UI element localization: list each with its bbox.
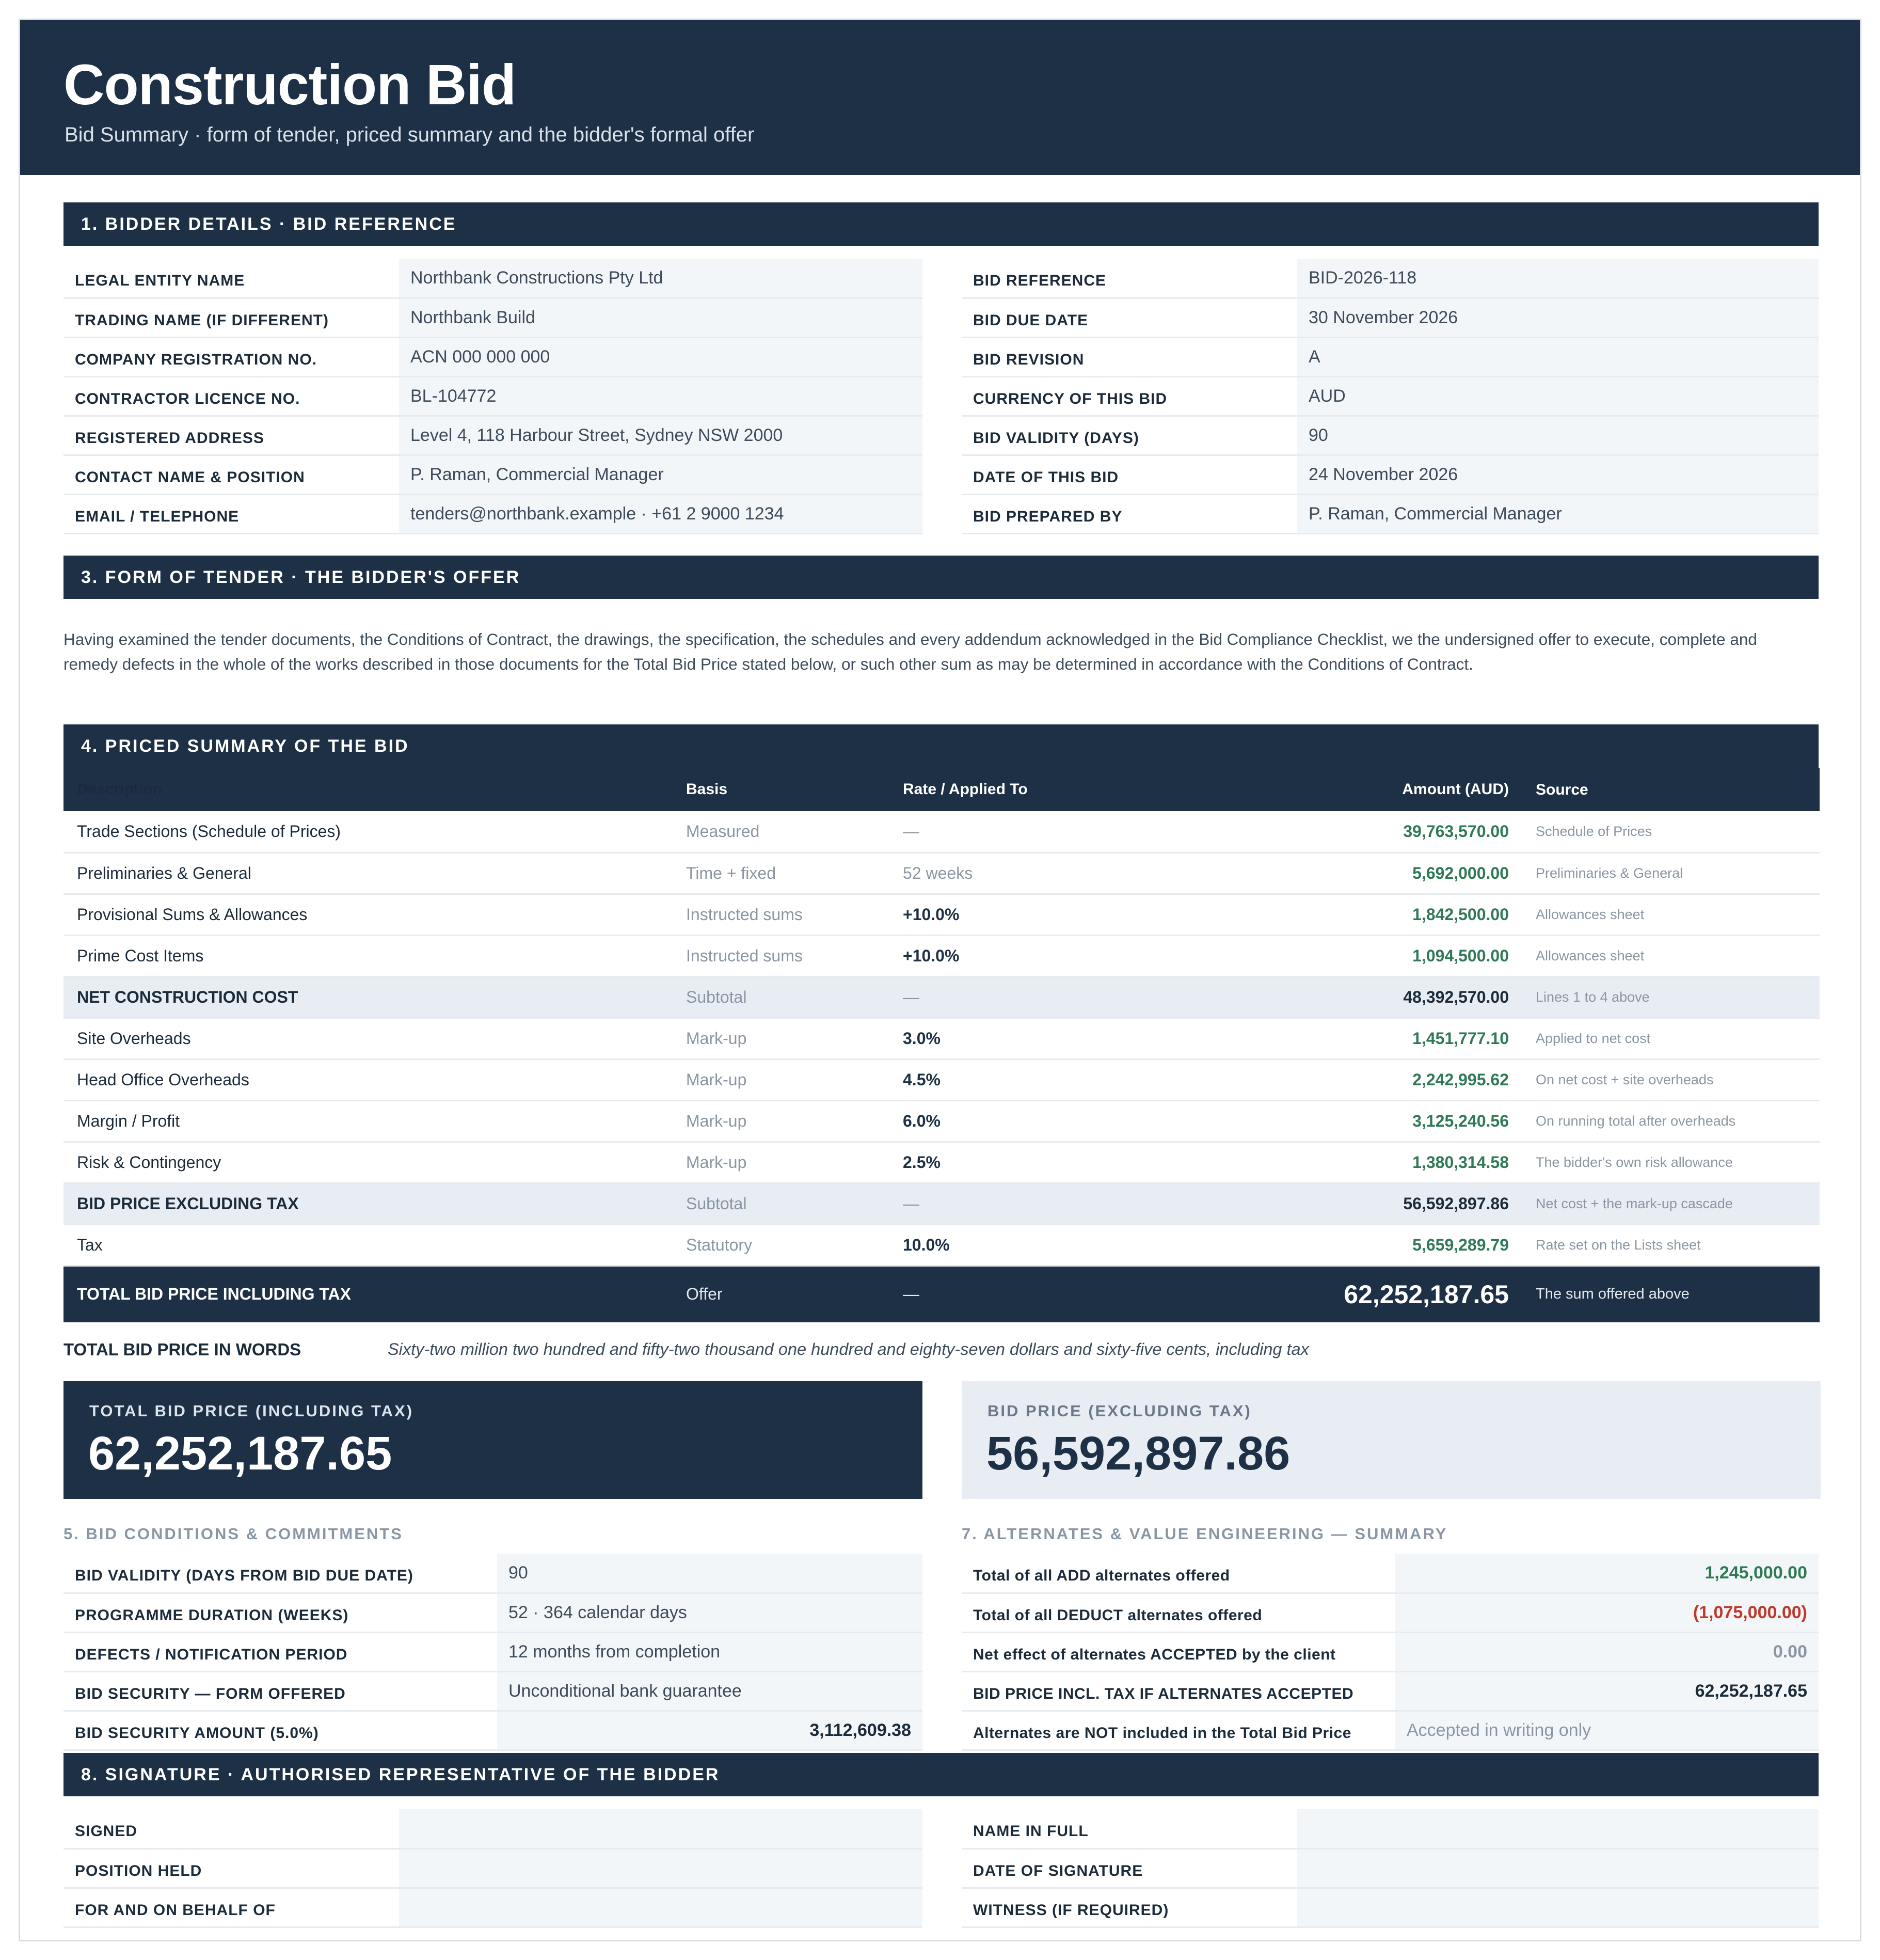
row-description: Risk & Contingency	[63, 1142, 686, 1183]
reference-label: DATE OF THIS BID	[962, 455, 1297, 494]
column-header-basis: Basis	[686, 768, 903, 811]
row-amount: 1,094,500.00	[1233, 935, 1522, 976]
row-basis: Instructed sums	[686, 935, 903, 976]
row-rate: 52 weeks	[903, 852, 1233, 894]
signature-row	[962, 1888, 1819, 1927]
reference-value: A	[1297, 337, 1819, 376]
reference-value: 24 November 2026	[1297, 455, 1819, 494]
alternate-value: Accepted in writing only	[1395, 1711, 1819, 1750]
total-incl-tax-card	[63, 1381, 922, 1499]
reference-row	[962, 298, 1819, 337]
table-row	[63, 935, 1820, 976]
signature-table-right	[962, 1809, 1819, 1928]
table-row	[63, 1059, 1820, 1100]
signature-label: SIGNED	[63, 1809, 399, 1848]
row-basis: Mark-up	[686, 1142, 903, 1183]
total-in-words-text: Sixty-two million two hundred and fifty-two thousand one hundred and eighty-seven dollars and sixty-five cents, including tax	[388, 1340, 1309, 1358]
reference-row	[962, 416, 1819, 455]
table-row	[63, 1224, 1820, 1266]
bid-reference-table	[962, 259, 1819, 534]
detail-row	[63, 455, 922, 494]
page-header	[20, 20, 1860, 175]
detail-value: BL-104772	[399, 376, 922, 416]
condition-label: DEFECTS / NOTIFICATION PERIOD	[63, 1632, 497, 1671]
reference-row	[962, 494, 1819, 533]
alternate-row	[962, 1711, 1819, 1750]
signature-label: POSITION HELD	[63, 1848, 399, 1888]
row-basis: Subtotal	[686, 1183, 903, 1224]
condition-label: PROGRAMME DURATION (WEEKS)	[63, 1593, 497, 1632]
reference-label: CURRENCY OF THIS BID	[962, 376, 1297, 416]
subtotal-row	[63, 1183, 1820, 1224]
table-row	[63, 1100, 1820, 1142]
condition-value: 12 months from completion	[497, 1632, 922, 1671]
page-title: Construction Bid	[63, 53, 516, 117]
signature-table-left	[63, 1809, 922, 1928]
total-excl-tax-value: 56,592,897.86	[986, 1427, 1290, 1480]
row-basis: Mark-up	[686, 1100, 903, 1142]
column-header-amount: Amount (AUD)	[1233, 768, 1522, 811]
table-row	[63, 894, 1820, 935]
bid-summary-page	[19, 19, 1861, 1941]
alternate-value: 1,245,000.00	[1395, 1554, 1819, 1593]
row-amount: 48,392,570.00	[1233, 976, 1522, 1018]
alternate-label: Alternates are NOT included in the Total Bid Price	[962, 1711, 1395, 1750]
condition-value: 3,112,609.38	[497, 1711, 922, 1750]
alternate-row	[962, 1593, 1819, 1632]
row-description: Provisional Sums & Allowances	[63, 894, 686, 935]
reference-row	[962, 376, 1819, 416]
row-source: Lines 1 to 4 above	[1522, 976, 1820, 1018]
alternate-value: (1,075,000.00)	[1395, 1593, 1819, 1632]
row-rate: 6.0%	[903, 1100, 1233, 1142]
reference-row	[962, 455, 1819, 494]
condition-row	[63, 1632, 922, 1671]
detail-value: P. Raman, Commercial Manager	[399, 455, 922, 494]
row-rate: 3.0%	[903, 1018, 1233, 1059]
condition-value: Unconditional bank guarantee	[497, 1671, 922, 1711]
row-rate: +10.0%	[903, 894, 1233, 935]
row-rate: 10.0%	[903, 1224, 1233, 1266]
detail-value: tenders@northbank.example · +61 2 9000 1234	[399, 494, 922, 533]
row-rate: —	[903, 976, 1233, 1018]
signature-row	[63, 1809, 922, 1848]
row-rate: +10.0%	[903, 935, 1233, 976]
signature-row	[63, 1888, 922, 1927]
total-excl-tax-card	[962, 1381, 1821, 1499]
condition-value: 52 · 364 calendar days	[497, 1593, 922, 1632]
row-description: Margin / Profit	[63, 1100, 686, 1142]
row-rate: 2.5%	[903, 1142, 1233, 1183]
row-source: Net cost + the mark-up cascade	[1522, 1183, 1820, 1224]
row-rate: —	[903, 1183, 1233, 1224]
detail-value: Northbank Build	[399, 298, 922, 337]
detail-value: ACN 000 000 000	[399, 337, 922, 376]
reference-label: BID PREPARED BY	[962, 494, 1297, 533]
alternate-label: Total of all ADD alternates offered	[962, 1554, 1395, 1593]
row-amount: 1,842,500.00	[1233, 894, 1522, 935]
condition-label: BID SECURITY — FORM OFFERED	[63, 1671, 497, 1711]
alternate-label: Net effect of alternates ACCEPTED by the client	[962, 1632, 1395, 1671]
section-1-heading: 1. BIDDER DETAILS · BID REFERENCE	[63, 202, 1819, 246]
total-amount: 62,252,187.65	[1233, 1266, 1522, 1322]
detail-label: CONTRACTOR LICENCE NO.	[63, 376, 399, 416]
form-of-tender-text: Having examined the tender documents, the Conditions of Contract, the drawings, the specification, the schedules and every addendum acknowledged in the Bid Compliance Checklist, we the undersigned offer to execute, complete and remedy defects in the whole of the works described in those documents for the Total Bid Price stated below, or such other sum as may be determined in accordance with the Conditions of Contract.	[63, 630, 1757, 673]
detail-row	[63, 259, 922, 298]
signature-field[interactable]	[399, 1848, 922, 1888]
alternate-row	[962, 1671, 1819, 1711]
alternate-row	[962, 1554, 1819, 1593]
signature-field[interactable]	[1297, 1888, 1819, 1927]
row-rate: —	[903, 811, 1233, 852]
alternate-label: BID PRICE INCL. TAX IF ALTERNATES ACCEPTED	[962, 1671, 1395, 1711]
row-amount: 3,125,240.56	[1233, 1100, 1522, 1142]
reference-row	[962, 259, 1819, 298]
row-amount: 56,592,897.86	[1233, 1183, 1522, 1224]
reference-value: P. Raman, Commercial Manager	[1297, 494, 1819, 533]
signature-label: NAME IN FULL	[962, 1809, 1297, 1848]
total-source: The sum offered above	[1522, 1266, 1820, 1322]
row-description: Site Overheads	[63, 1018, 686, 1059]
signature-label: WITNESS (IF REQUIRED)	[962, 1888, 1297, 1927]
reference-label: BID DUE DATE	[962, 298, 1297, 337]
detail-row	[63, 337, 922, 376]
row-source: Rate set on the Lists sheet	[1522, 1224, 1820, 1266]
detail-label: TRADING NAME (IF DIFFERENT)	[63, 298, 399, 337]
subtotal-row	[63, 976, 1820, 1018]
reference-row	[962, 337, 1819, 376]
reference-label: BID REFERENCE	[962, 259, 1297, 298]
row-basis: Measured	[686, 811, 903, 852]
row-source: Allowances sheet	[1522, 894, 1820, 935]
row-amount: 2,242,995.62	[1233, 1059, 1522, 1100]
detail-value: Level 4, 118 Harbour Street, Sydney NSW 2000	[399, 416, 922, 455]
total-description: TOTAL BID PRICE INCLUDING TAX	[63, 1266, 686, 1322]
alternates-summary-table	[962, 1554, 1819, 1751]
section-4-heading: 4. PRICED SUMMARY OF THE BID	[63, 724, 1819, 768]
column-header-rate: Rate / Applied To	[903, 768, 1233, 811]
table-row	[63, 1018, 1820, 1059]
row-source: Schedule of Prices	[1522, 811, 1820, 852]
bidder-details-table	[63, 259, 922, 534]
row-rate: 4.5%	[903, 1059, 1233, 1100]
condition-row	[63, 1711, 922, 1750]
row-amount: 5,692,000.00	[1233, 852, 1522, 894]
signature-field[interactable]	[399, 1809, 922, 1848]
table-row	[63, 852, 1820, 894]
column-header-description: Description	[63, 768, 686, 811]
row-source: The bidder's own risk allowance	[1522, 1142, 1820, 1183]
table-row	[63, 811, 1820, 852]
detail-label: EMAIL / TELEPHONE	[63, 494, 399, 533]
alternate-label: Total of all DEDUCT alternates offered	[962, 1593, 1395, 1632]
detail-value: Northbank Constructions Pty Ltd	[399, 259, 922, 298]
signature-field[interactable]	[399, 1888, 922, 1927]
reference-value: 30 November 2026	[1297, 298, 1819, 337]
row-basis: Subtotal	[686, 976, 903, 1018]
row-basis: Time + fixed	[686, 852, 903, 894]
condition-label: BID SECURITY AMOUNT (5.0%)	[63, 1711, 497, 1750]
total-in-words-label: TOTAL BID PRICE IN WORDS	[63, 1340, 301, 1359]
alternate-row	[962, 1632, 1819, 1671]
total-incl-tax-label: TOTAL BID PRICE (INCLUDING TAX)	[89, 1402, 414, 1420]
row-description: BID PRICE EXCLUDING TAX	[63, 1183, 686, 1224]
row-amount: 39,763,570.00	[1233, 811, 1522, 852]
section-3-heading: 3. FORM OF TENDER · THE BIDDER'S OFFER	[63, 556, 1819, 599]
detail-label: CONTACT NAME & POSITION	[63, 455, 399, 494]
signature-row	[962, 1848, 1819, 1888]
column-header-source: Source	[1522, 768, 1820, 811]
row-basis: Instructed sums	[686, 894, 903, 935]
bid-conditions-table	[63, 1554, 922, 1751]
reference-value: 90	[1297, 416, 1819, 455]
row-basis: Statutory	[686, 1224, 903, 1266]
row-source: Allowances sheet	[1522, 935, 1820, 976]
signature-row	[63, 1848, 922, 1888]
row-amount: 1,451,777.10	[1233, 1018, 1522, 1059]
signature-row	[962, 1809, 1819, 1848]
row-description: Tax	[63, 1224, 686, 1266]
detail-row	[63, 376, 922, 416]
section-7-heading: 7. ALTERNATES & VALUE ENGINEERING — SUMMARY	[962, 1525, 1448, 1543]
table-row	[63, 1142, 1820, 1183]
detail-row	[63, 416, 922, 455]
detail-row	[63, 494, 922, 533]
section-8-heading: 8. SIGNATURE · AUTHORISED REPRESENTATIVE OF THE BIDDER	[63, 1753, 1819, 1796]
table-header-row	[63, 768, 1820, 811]
row-source: Applied to net cost	[1522, 1018, 1820, 1059]
signature-label: FOR AND ON BEHALF OF	[63, 1888, 399, 1927]
row-source: Preliminaries & General	[1522, 852, 1820, 894]
detail-label: REGISTERED ADDRESS	[63, 416, 399, 455]
reference-value: BID-2026-118	[1297, 259, 1819, 298]
condition-row	[63, 1593, 922, 1632]
condition-row	[63, 1671, 922, 1711]
total-basis: Offer	[686, 1266, 903, 1322]
condition-row	[63, 1554, 922, 1593]
row-amount: 1,380,314.58	[1233, 1142, 1522, 1183]
signature-field[interactable]	[1297, 1809, 1819, 1848]
signature-label: DATE OF SIGNATURE	[962, 1848, 1297, 1888]
total-excl-tax-label: BID PRICE (EXCLUDING TAX)	[987, 1402, 1252, 1420]
signature-field[interactable]	[1297, 1848, 1819, 1888]
reference-label: BID REVISION	[962, 337, 1297, 376]
alternate-value: 62,252,187.65	[1395, 1671, 1819, 1711]
row-description: Trade Sections (Schedule of Prices)	[63, 811, 686, 852]
total-row	[63, 1266, 1820, 1322]
row-basis: Mark-up	[686, 1059, 903, 1100]
row-description: Preliminaries & General	[63, 852, 686, 894]
detail-label: COMPANY REGISTRATION NO.	[63, 337, 399, 376]
total-rate: —	[903, 1266, 1233, 1322]
row-amount: 5,659,289.79	[1233, 1224, 1522, 1266]
row-source: On net cost + site overheads	[1522, 1059, 1820, 1100]
row-source: On running total after overheads	[1522, 1100, 1820, 1142]
priced-summary-table	[63, 768, 1820, 1322]
condition-value: 90	[497, 1554, 922, 1593]
detail-row	[63, 298, 922, 337]
reference-value: AUD	[1297, 376, 1819, 416]
alternate-value: 0.00	[1395, 1632, 1819, 1671]
total-incl-tax-value: 62,252,187.65	[88, 1427, 392, 1480]
row-description: NET CONSTRUCTION COST	[63, 976, 686, 1018]
reference-label: BID VALIDITY (DAYS)	[962, 416, 1297, 455]
condition-label: BID VALIDITY (DAYS FROM BID DUE DATE)	[63, 1554, 497, 1593]
row-description: Prime Cost Items	[63, 935, 686, 976]
detail-label: LEGAL ENTITY NAME	[63, 259, 399, 298]
row-basis: Mark-up	[686, 1018, 903, 1059]
row-description: Head Office Overheads	[63, 1059, 686, 1100]
page-subtitle: Bid Summary · form of tender, priced summary and the bidder's formal offer	[65, 123, 755, 146]
section-5-heading: 5. BID CONDITIONS & COMMITMENTS	[63, 1525, 403, 1543]
